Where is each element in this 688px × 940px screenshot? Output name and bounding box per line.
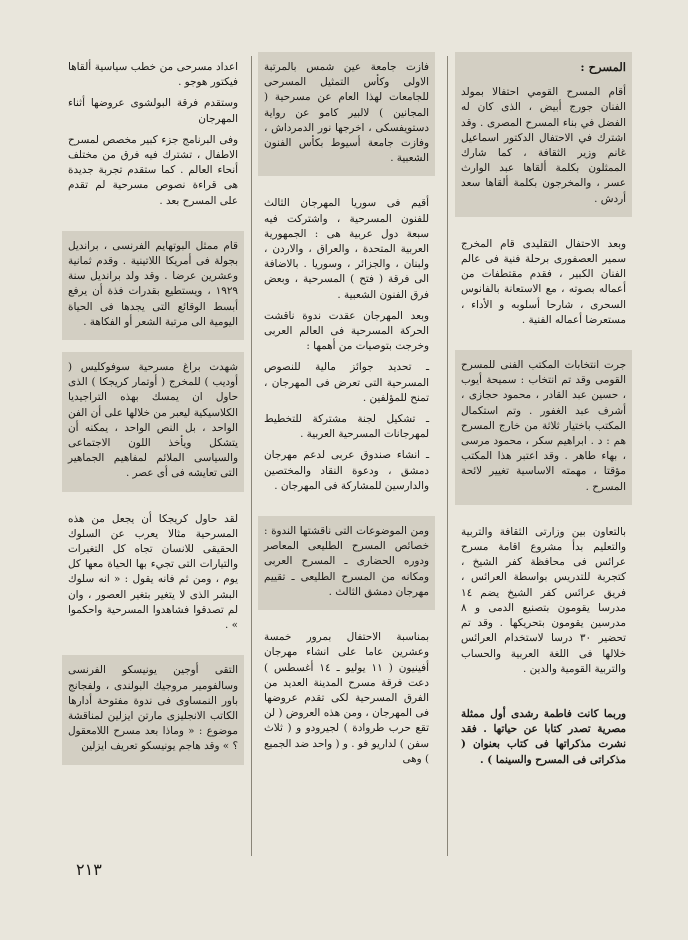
paragraph: جرت انتخابات المكتب الفنى للمسرح القومى وقد تم انتخاب : سميحة أيوب ، حسين عبد القادر ، محمود حجازى ، أشرف عبد الغفور . وتم استكمال المكتب باختيار ثلاثة من خارج المسرح هم : د . ابراهيم سكر ، محمود مرسى ، بهاء طاهر . وقد اعتبر هذا المكتب مؤقتا ، مهمته الاساسية تغيير لائحة المسرح . [461, 359, 626, 493]
paragraph: أقام المسرح القومي احتفالا بمولد الفنان جورج أبيض ، الذى كان له الفضل في بناء المسرح المصرى . وقد اشترك في الاحتفال الدكتور اسماعيل غانم وزير الثقافة ، كما شارك الممثلون بكلمة ألقاها عبد الوارث عسر ، والمخرجون بكلمة ألقاها سعد أردش . [461, 86, 626, 205]
column-divider-right [447, 56, 448, 856]
paragraph: ـ انشاء صندوق عربى لدعم مهرجان دمشق ، ودعوة النقاد والمختصين والدارسين للمشاركة فى المهرجان . [264, 449, 429, 492]
paragraph: التقى أوجين يونيسكو الفرنسى وسالفومير مروجيك البولندى ، ولفجانج باور النمساوى فى ندوة مفتوحة أدارها الكاتب الانجليزى مارتن ايزلين لمناقشة موضوع : « وماذا بعد مسرح اللامعقول ؟ » وقد هاجم يونيسكو تعريف ايزلين [68, 664, 238, 753]
paragraph: ـ تحديد جوائز مالية للنصوص المسرحية التى تعرض فى المهرجان ، تمنح للمؤلفين . [264, 361, 429, 404]
section-theatre-intro [455, 52, 632, 217]
paragraph: قام ممثل البوتهايم الفرنسى ، برانديل بجولة فى أمريكا اللاتينية . وقدم ثمانية وعشرين عرضا . وقد ولد برانديل سنة ١٩٢٩ ، ويستطيع بقدرات فذة أن يرفع أبسط الوقائع التى يجدها فى الحياة اليومية الى مرتبة الشعر أو الفكاهة . [68, 239, 238, 328]
paragraph: لقد حاول كريجكا أن يجعل من هذه المسرحية مثالا يعرب عن السلوك الحقيقى للانسان تجاه كل التغيرات والتيارات التى تجيء بها الحياة معها كل يوم ، ومن ثم فانه يقول : « انه سلوك البشر الذى لا يتغير بتغير العصور ، وان لم تصدقوا فشاهدوا المسرحية واحكموا » . [68, 512, 238, 632]
section-seminar-topics [258, 516, 435, 610]
paragraph: بمناسبة الاحتفال بمرور خمسة وعشرين عاما على انشاء مهرجان أفينيون ( ١١ يوليو ـ ١٤ أغسطس ) دعت فرقة مسرح المدينة العديد من الفرق المسرحية لكى تقدم عروضها فى المهرجان ، ومن هذه العروض ( لن تقع حرب طروادة ) لجيرودو و ( ثلاث سفن ) لداريو فو . و ( واحد ضد الجميع ) وهى [264, 631, 429, 765]
paragraph: اعداد مسرحى من خطب سياسية ألقاها فيكتور هوجو . [68, 61, 238, 89]
paragraph: فازت جامعة عين شمس بالمرتبة الاولى وكأس التمثيل المسرحى للجامعات لهذا العام عن مسرحية ( المجانين ) لالبير كامو عن رواية دستويفسكى ، اخرجها نور الدمرداش ، وفازت جامعة أسيوط بكأس الفنون الشعبية . [264, 61, 429, 165]
paragraph: وبعد الاحتفال التقليدى قام المخرج سمير العصفورى برحلة فنية فى عالم الفنان الكبير ، فقدم مقتطفات من أعماله بصوته ، مع الاستعانة بالفانوس السحرى ، شارحا أسلوبه و الأداء ، مستعرضا أعماله الفنية . [461, 237, 626, 326]
section-asfouri [455, 229, 632, 338]
section-avignon [258, 622, 435, 777]
paragraph: وبعد المهرجان عقدت ندوة ناقشت الحركة المسرحية فى العالم العربى وخرجت بتوصيات من أهمها : [264, 309, 429, 353]
paragraph: شهدت براغ مسرحية سوفوكليس ( أوديب ) للمخرج ( أوتمار كريجكا ) الذى حاول ان يمسك بهذه التراجيديا الكلاسيكية ليعبر من خلالها على أن الفن الواحد ، بل النص الواحد ، يمكنه أن يتشكل ويأخذ اللون الاجتماعى والسياسى الملائم لمفاهيم الجماهير التى تعايشه فى أى عصر . [68, 361, 238, 480]
section-puppets [455, 517, 632, 687]
column-divider-left [251, 56, 252, 856]
section-fatma-roshdy [455, 699, 632, 778]
section-prague-oedipus [62, 352, 244, 492]
section-avignon-cont [62, 52, 244, 219]
section-elections [455, 350, 632, 505]
paragraph: بالتعاون بين وزارتى الثقافة والتربية والتعليم بدأ مشروع اقامة مسرح عرائس فى محافظة كفر الشيخ ، كتجربة للتدريس بواسطة العرائس ، فريق عرائس كفر الشيخ يضم ١٤ مدرسا يقومون بتصنيع الدمى و ٨ مدرسين يقومون بتحريكها . وقد تم تحضير ٣٠ درسا لاستخدام العرائس خلالها فى اللغة العربية والحساب والتربية القومية والدين . [461, 525, 627, 675]
section-ain-shams [258, 52, 435, 176]
paragraph: وستقدم فرقة البولشوى عروضها أثناء المهرجان [68, 97, 238, 125]
section-krejca [62, 504, 244, 644]
right-column [455, 52, 632, 790]
paragraph: وفى البرنامج جزء كبير مخصص لمسرح الاطفال ، تشترك فيه فرق من مختلف أنحاء العالم . كما ستقدم تجربة جديدة هى قراءة نصوص مسرحية لم تقدم على المسرح بعد . [68, 133, 238, 207]
section-heading: المسرح : [580, 60, 626, 74]
section-ionesco [62, 655, 244, 764]
page-number: ٢١٣ [76, 860, 102, 879]
paragraph: أقيم فى سوريا المهرجان الثالث للفنون المسرحية ، واشتركت فيه سبعة دول عربية هى : الجمهورية العربية المتحدة ، والعراق ، والاردن ، ولبنان ، والجزائر ، وسوريا . بالاضافة الى فرقة ( فتح ) المسرحية ، وبعض فرق الفنون الشعبية . [264, 197, 429, 301]
middle-column [258, 52, 435, 789]
section-brandel [62, 231, 244, 340]
paragraph: وربما كانت فاطمة رشدى أول ممثلة مصرية تصدر كتابا عن حياتها . فقد نشرت مذكراتها فى كتاب بعنوان ( مذكراتى فى المسرح والسينما ) . [461, 707, 626, 766]
paragraph: ومن الموضوعات التى ناقشتها الندوة : خصائص المسرح الطليعى المعاصر ودوره الحضارى ـ المسرح العربى ومكانه من المسرح الطليعى ـ تقييم مهرجان دمشق الثالث . [264, 525, 429, 598]
left-column [62, 52, 244, 777]
section-syria-festival [258, 188, 435, 504]
paragraph: ـ تشكيل لجنة مشتركة للتخطيط لمهرجانات المسرحية العربية . [264, 413, 429, 441]
